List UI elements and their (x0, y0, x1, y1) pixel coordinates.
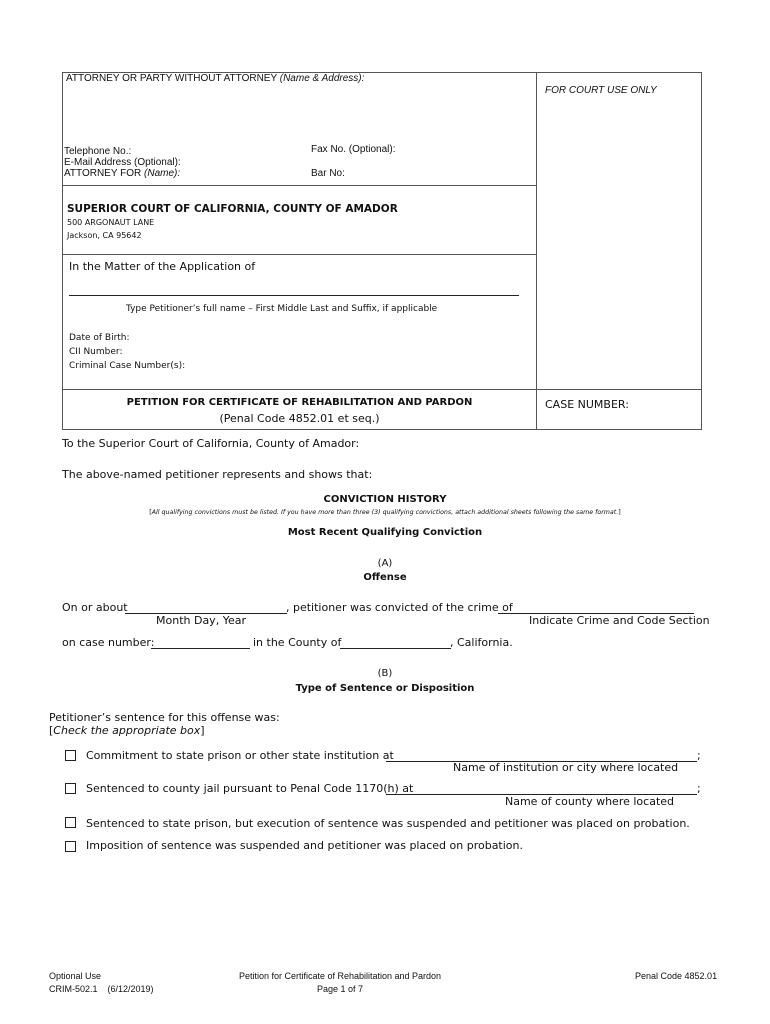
imposition-suspended-checkbox[interactable] (65, 841, 76, 852)
matter-title: In the Matter of the Application of (69, 260, 256, 273)
county-jail-semicolon: ; (697, 782, 701, 795)
month-day-year-label: Month Day, Year (156, 614, 246, 627)
footer-form-number: CRIM-502.1 (6/12/2019) (49, 984, 154, 994)
county-jail-instruction: Name of county where located (505, 795, 675, 808)
to-court-text: To the Superior Court of California, County of Amador: (62, 437, 360, 450)
footer-penal-code: Penal Code 4852.01 (635, 971, 718, 981)
indicate-crime-label: Indicate Crime and Code Section (529, 614, 710, 627)
commitment-state-prison-checkbox[interactable] (65, 750, 76, 761)
section-b-title: Type of Sentence or Disposition (295, 683, 475, 694)
court-use-box (536, 72, 702, 430)
county-jail-checkbox[interactable] (65, 783, 76, 794)
section-b-label: (B) (377, 668, 393, 679)
case-numbers-label: Criminal Case Number(s): (69, 361, 186, 371)
section-a-label: (A) (377, 558, 393, 569)
section-a-title: Offense (363, 572, 407, 583)
case-number-line[interactable] (151, 648, 250, 649)
attorney-label: ATTORNEY OR PARTY WITHOUT ATTORNEY (Name & Address): (66, 73, 365, 84)
cii-label: CII Number: (69, 347, 123, 357)
institution-semicolon: ; (697, 749, 701, 762)
county-line[interactable] (340, 648, 451, 649)
court-use-label: FOR COURT USE ONLY (545, 85, 657, 96)
state-prison-suspended-checkbox[interactable] (65, 817, 76, 828)
state-prison-suspended-label: Sentenced to state prison, but execution of sentence was suspended and petitioner was placed on probation. (86, 817, 690, 830)
court-address-line2: Jackson, CA 95642 (67, 231, 142, 240)
represents-text: The above-named petitioner represents and shows that: (62, 468, 373, 481)
check-box-instruction: [Check the appropriate box] (49, 724, 205, 737)
petition-title: PETITION FOR CERTIFICATE OF REHABILITATION AND PARDON (126, 397, 473, 408)
telephone-label: Telephone No.: (64, 146, 132, 157)
petition-subtitle: (Penal Code 4852.01 et seq.) (219, 412, 380, 425)
on-or-about-label: On or about (62, 601, 128, 614)
fax-label: Fax No. (Optional): (311, 144, 396, 155)
case-number-label: CASE NUMBER: (545, 398, 629, 411)
court-name: SUPERIOR COURT OF CALIFORNIA, COUNTY OF AMADOR (67, 203, 398, 215)
case-number-divider (536, 389, 702, 390)
most-recent-heading: Most Recent Qualifying Conviction (287, 527, 483, 538)
footer-optional-use: Optional Use (49, 971, 102, 981)
dob-label: Date of Birth: (69, 333, 130, 343)
county-jail-label: Sentenced to county jail pursuant to Penal Code 1170(h) at (86, 782, 414, 795)
bar-no-label: Bar No: (311, 168, 345, 179)
in-county-label: in the County of (253, 636, 342, 649)
conviction-history-heading: CONVICTION HISTORY (323, 494, 447, 505)
footer-form-title: Petition for Certificate of Rehabilitation and Pardon (238, 971, 442, 981)
california-label: , California. (450, 636, 513, 649)
institution-instruction: Name of institution or city where located (453, 761, 679, 774)
conviction-history-note: [All qualifying convictions must be listed. If you have more than three (3) qualifying convictions, attach additional sheets following the same format.] (149, 509, 621, 516)
court-address-line1: 500 ARGONAUT LANE (67, 218, 155, 227)
email-label: E-Mail Address (Optional): (64, 157, 181, 168)
on-case-number-label: on case number: (62, 636, 155, 649)
sentence-was-label: Petitioner’s sentence for this offense was: (49, 711, 280, 724)
petitioner-name-instruction: Type Petitioner’s full name – First Middle Last and Suffix, if applicable (126, 304, 438, 314)
attorney-for-label: ATTORNEY FOR (Name): (64, 168, 181, 179)
footer-page-number: Page 1 of 7 (316, 984, 364, 994)
convicted-of-label: , petitioner was convicted of the crime of (286, 601, 513, 614)
petitioner-name-line[interactable] (69, 295, 519, 296)
imposition-suspended-label: Imposition of sentence was suspended and petitioner was placed on probation. (86, 839, 523, 852)
commitment-state-prison-label: Commitment to state prison or other state institution at (86, 749, 394, 762)
